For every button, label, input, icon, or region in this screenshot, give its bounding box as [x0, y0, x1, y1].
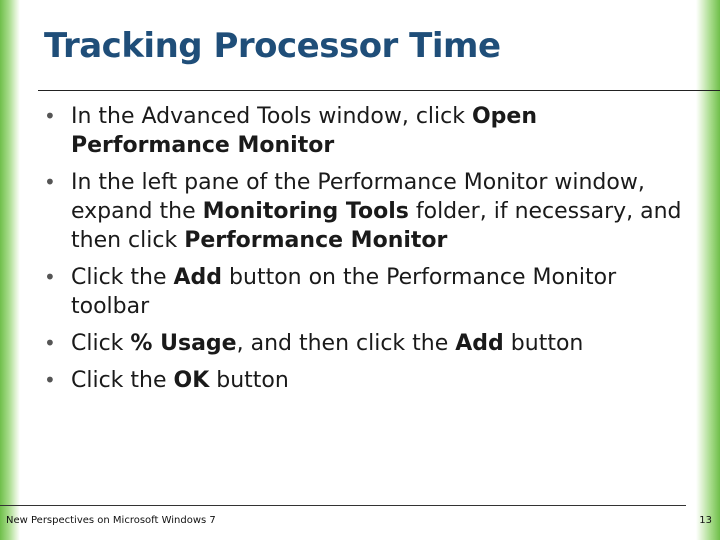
bullet-item: [44, 329, 684, 358]
bullet-bold-text: Add: [173, 265, 223, 290]
bullet-text: , and then click the: [236, 331, 456, 356]
bullet-marker: •: [44, 265, 56, 289]
title-divider: [38, 90, 720, 91]
bullet-text: In the Advanced Tools window, click: [71, 104, 472, 129]
bullet-bold-text: Open Performance Monitor: [71, 104, 538, 158]
footer-text: New Perspectives on Microsoft Windows 7: [6, 515, 216, 526]
bullet-bold-text: % Usage: [130, 331, 237, 356]
bullet-bold-text: Performance Monitor: [184, 228, 448, 253]
bullet-bold-text: OK: [173, 368, 210, 393]
bullet-text: button: [503, 331, 584, 356]
right-gradient-border: [696, 0, 720, 540]
bullet-marker: •: [44, 368, 56, 392]
bullet-item: [44, 168, 684, 255]
bullet-marker: •: [44, 170, 56, 194]
bullet-item: [44, 366, 684, 395]
bullet-item: [44, 102, 684, 160]
bullet-text: Click the: [71, 368, 174, 393]
bullet-text: button: [209, 368, 289, 393]
bullet-text: button on the Performance Monitor toolbar: [71, 265, 617, 319]
footer-divider: [0, 505, 686, 506]
bullet-bold-text: Monitoring Tools: [202, 199, 409, 224]
bullet-text: In the left pane of the Performance Monitor window, expand the: [71, 170, 645, 224]
bullet-text: Click: [71, 331, 131, 356]
bullet-bold-text: Add: [455, 331, 504, 356]
bullet-list: [44, 102, 684, 403]
bullet-marker: •: [44, 331, 56, 355]
bullet-item: [44, 263, 684, 321]
bullet-marker: •: [44, 104, 56, 128]
page-number: 13: [699, 515, 712, 526]
bullet-text: folder, if necessary, and then click: [71, 199, 682, 253]
bullet-text: Click the: [71, 265, 174, 290]
left-gradient-border: [0, 0, 20, 540]
slide-title: Tracking Processor Time: [44, 26, 501, 66]
